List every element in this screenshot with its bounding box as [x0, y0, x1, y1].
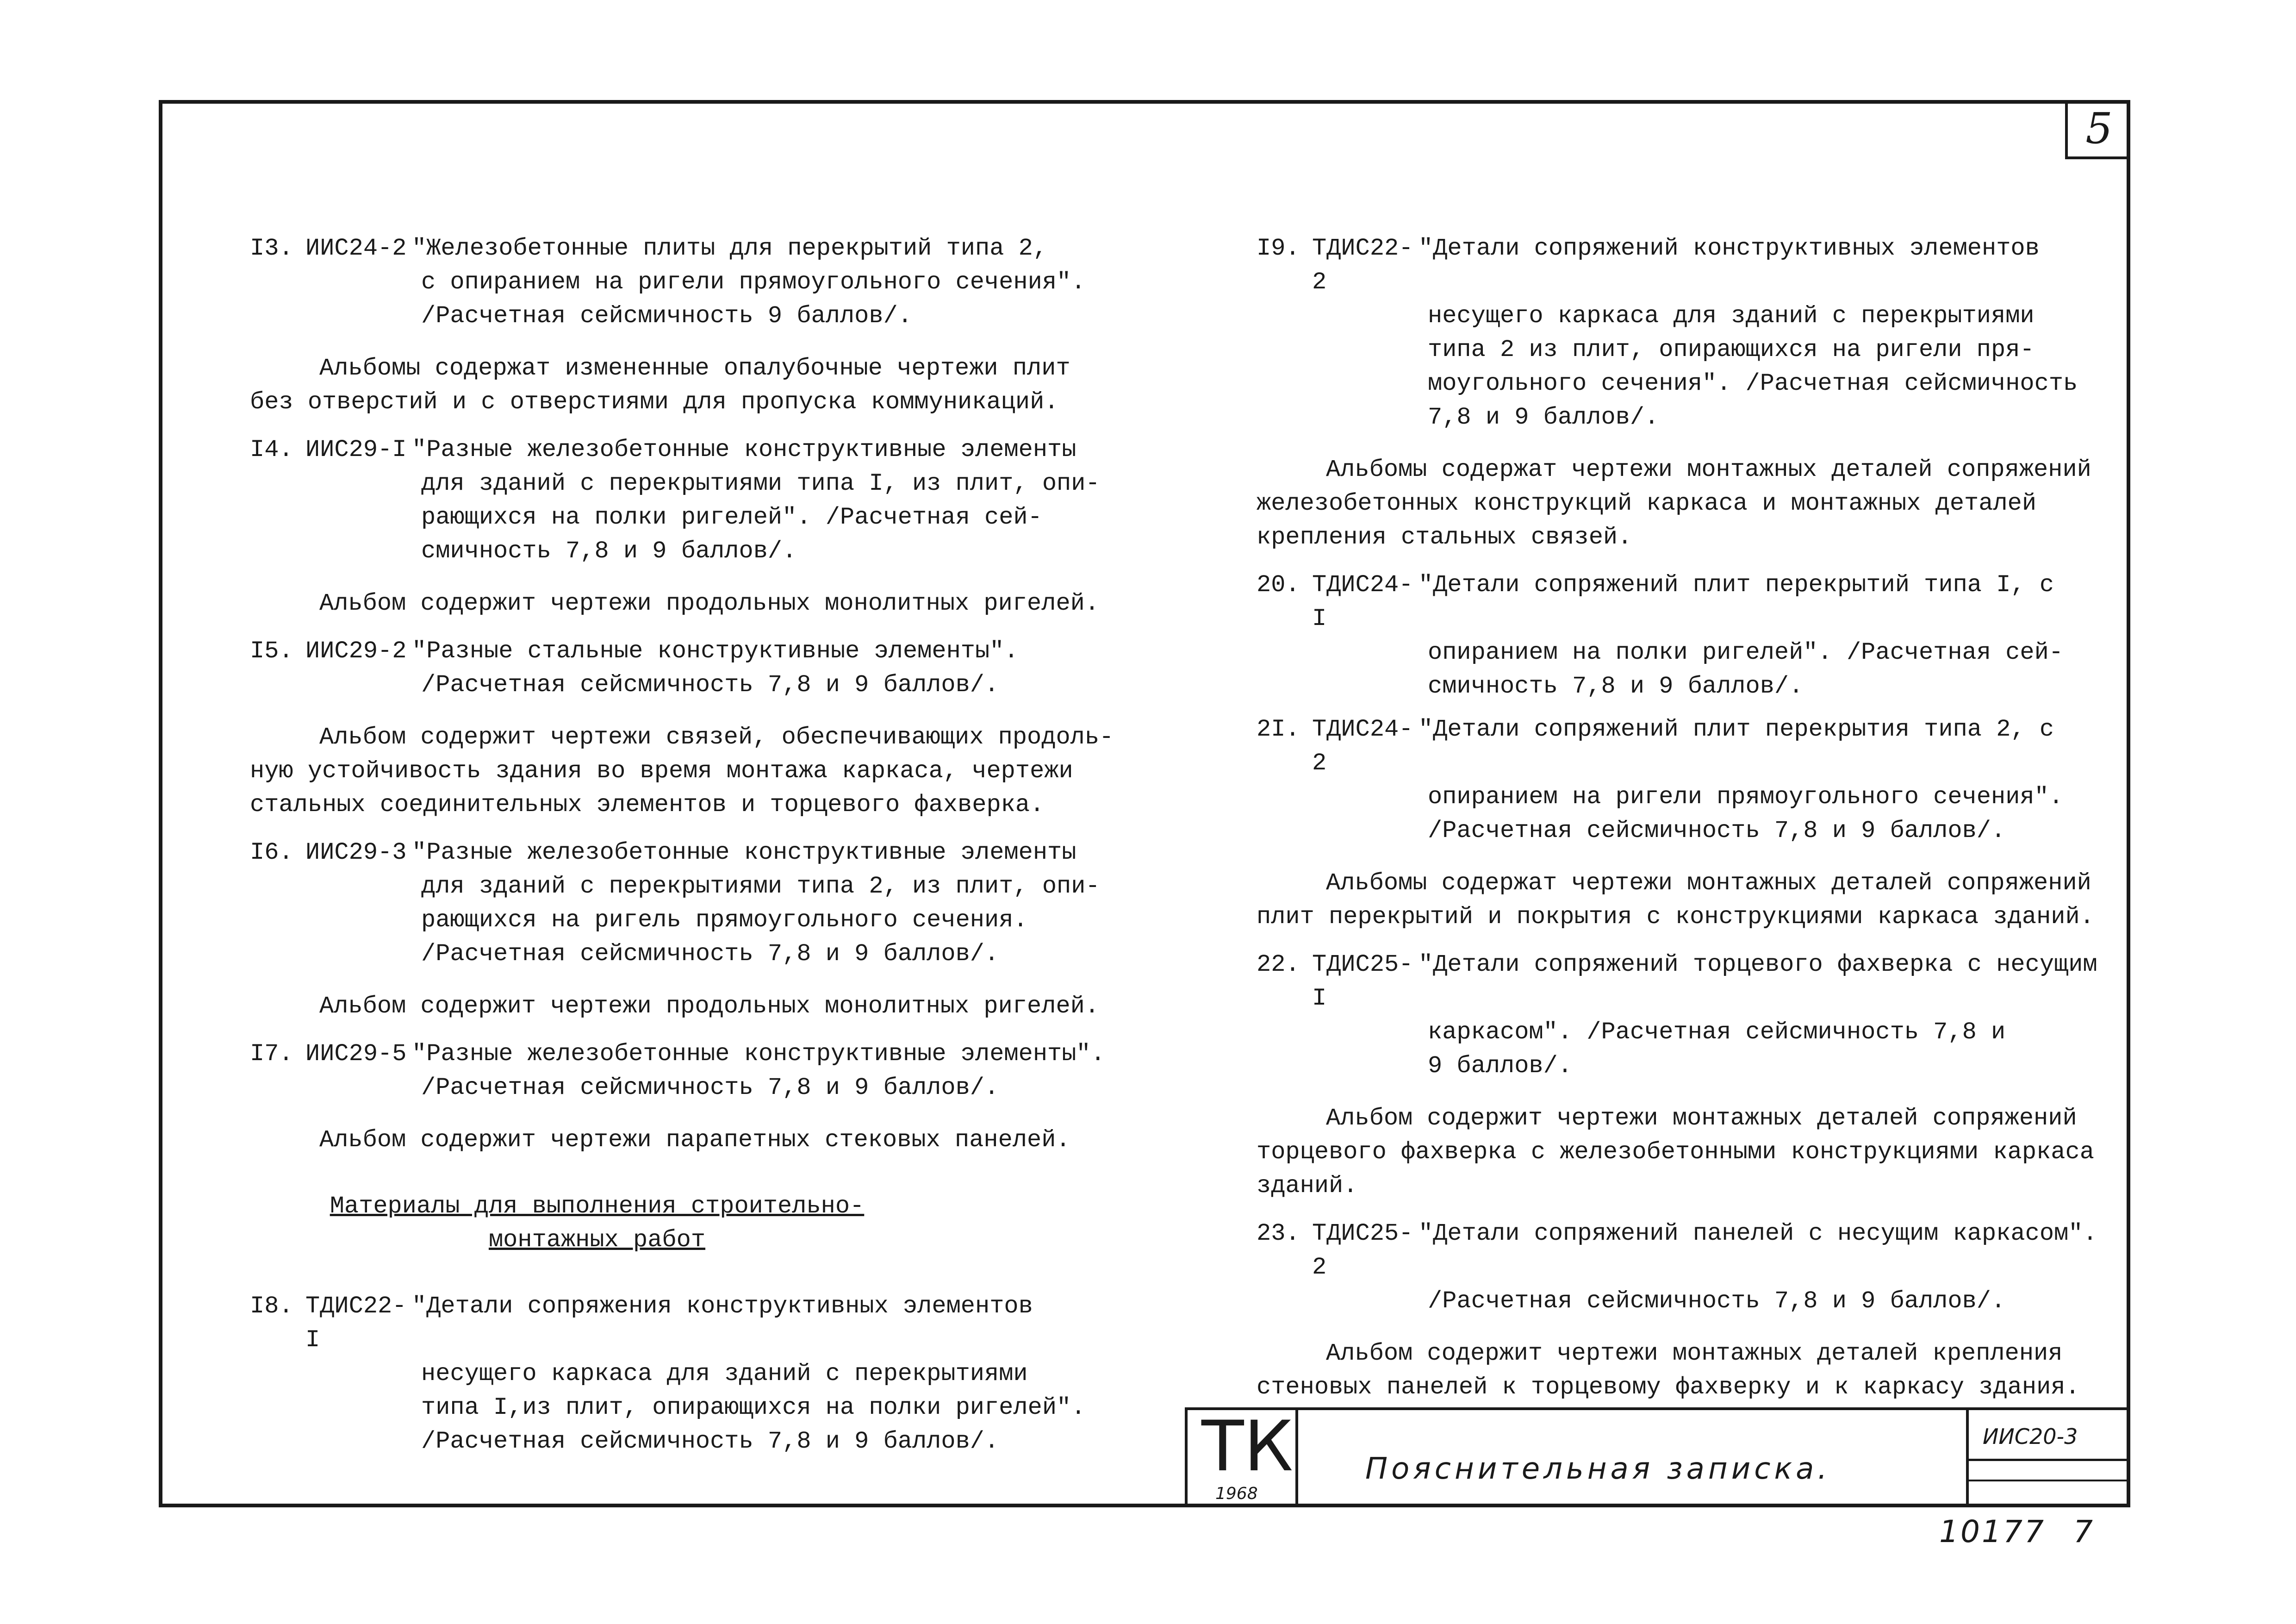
description-line: Альбом содержит чертежи связей, обеспечивающих продоль- — [319, 724, 1114, 751]
heading-line: монтажных работ — [488, 1226, 706, 1254]
item-title-line: "Детали сопряжений конструктивных элементов — [1419, 235, 2040, 262]
description-line: торцевого фахверка с железобетонными конструкциями каркаса — [1257, 1138, 2094, 1166]
item-title-line: /Расчетная сейсмичность 7,8 и 9 баллов/. — [421, 671, 999, 699]
item-code: ИИС29-5 — [305, 1040, 407, 1068]
logo-year: 1968 — [1215, 1484, 1258, 1503]
list-item — [250, 1289, 1152, 1458]
item-title-line: "Детали сопряжения конструктивных элементов — [412, 1293, 1033, 1320]
item-title-line: для зданий с перекрытиями типа I, из плит, опи- — [421, 470, 1100, 497]
description-line: стальных соединительных элементов и торцевого фахверка. — [250, 791, 1045, 818]
item-title-line: опиранием на ригели прямоугольного сечения". — [1428, 783, 2064, 811]
heading-line: Материалы для выполнения строительно- — [330, 1193, 865, 1220]
item-title-line: типа 2 из плит, опирающихся на ригели пря- — [1428, 336, 2035, 363]
item-title-line: рающихся на полки ригелей". /Расчетная сей- — [421, 504, 1042, 531]
list-item — [1257, 231, 2117, 434]
list-item — [1257, 568, 2117, 703]
item-title-line: "Детали сопряжений плит перекрытия типа 2, с — [1419, 716, 2054, 743]
album-description — [1257, 1101, 2117, 1203]
list-item — [1257, 1217, 2117, 1318]
item-code: ИИС24-2 — [305, 235, 407, 262]
list-item — [250, 836, 1152, 971]
item-title-line: 7,8 и 9 баллов/. — [1428, 404, 1659, 431]
item-number: I5. — [250, 637, 293, 665]
document-title: Пояснительная записка. — [1365, 1452, 1831, 1486]
description-line: Альбом содержит чертежи продольных монолитных ригелей. — [319, 993, 1100, 1020]
item-number: I9. — [1257, 235, 1300, 262]
description-line: плит перекрытий и покрытия с конструкциями каркаса зданий. — [1257, 903, 2094, 931]
description-line: Альбом содержит чертежи монтажных деталей крепления — [1326, 1340, 2063, 1367]
item-title-line: несущего каркаса для зданий с перекрытиями — [1428, 302, 2035, 330]
album-description — [250, 989, 1152, 1023]
item-title-line: /Расчетная сейсмичность 7,8 и 9 баллов/. — [421, 1074, 999, 1101]
item-title-line: "Разные стальные конструктивные элементы". — [412, 637, 1019, 665]
description-line: Альбомы содержат чертежи монтажных деталей сопряжений — [1326, 869, 2091, 897]
description-line: зданий. — [1257, 1172, 1358, 1199]
album-description — [1257, 866, 2117, 934]
item-number: 23. — [1257, 1220, 1300, 1247]
item-title-line: /Расчетная сейсмичность 7,8 и 9 баллов/. — [421, 940, 999, 968]
list-item — [1257, 712, 2117, 848]
logo-text: ТК — [1201, 1406, 1294, 1487]
item-title-line: каркасом". /Расчетная сейсмичность 7,8 и — [1428, 1018, 2006, 1046]
item-number: 2I. — [1257, 716, 1300, 743]
item-number: 20. — [1257, 571, 1300, 599]
item-title-line: /Расчетная сейсмичность 7,8 и 9 баллов/. — [1428, 817, 2006, 844]
item-number: I7. — [250, 1040, 293, 1068]
item-title-line: "Разные железобетонные конструктивные элементы". — [412, 1040, 1105, 1068]
document-number: 10177 — [1939, 1514, 2046, 1549]
description-line: Альбомы содержат измененные опалубочные чертежи плит — [319, 355, 1070, 382]
item-code: ТДИС24-2 — [1312, 716, 1413, 777]
album-description — [250, 720, 1152, 822]
album-description — [1257, 453, 2117, 554]
item-number: I8. — [250, 1293, 293, 1320]
item-title-line: "Детали сопряжений торцевого фахверка с несущим — [1419, 951, 2097, 978]
item-title-line: "Детали сопряжений плит перекрытий типа I, с — [1419, 571, 2054, 599]
item-number: I3. — [250, 235, 293, 262]
description-line: Альбомы содержат чертежи монтажных деталей сопряжений — [1326, 456, 2091, 483]
item-title-line: опиранием на полки ригелей". /Расчетная сей- — [1428, 639, 2064, 666]
item-title-line: "Разные железобетонные конструктивные элементы — [412, 436, 1076, 463]
description-line: Альбом содержит чертежи монтажных деталей сопряжений — [1326, 1105, 2077, 1132]
item-title-line: типа I,из плит, опирающихся на полки ригелей". — [421, 1394, 1086, 1421]
section-heading — [250, 1189, 944, 1257]
item-code: ТДИС24-I — [1312, 571, 1413, 632]
item-title-line: с опиранием на ригели прямоугольного сечения". — [421, 269, 1086, 296]
list-item — [1257, 948, 2117, 1083]
description-line: без отверстий и с отверстиями для пропуска коммуникаций. — [250, 388, 1059, 416]
item-title-line: для зданий с перекрытиями типа 2, из плит, опи- — [421, 873, 1100, 900]
item-title-line: /Расчетная сейсмичность 9 баллов/. — [421, 302, 912, 330]
description-line: крепления стальных связей. — [1257, 524, 1632, 551]
divider — [1969, 1480, 2130, 1481]
left-column — [250, 231, 1152, 1468]
list-item — [250, 433, 1152, 568]
series-code: ИИС20-3 — [1983, 1424, 2078, 1449]
item-number: I4. — [250, 436, 293, 463]
album-description — [250, 351, 1152, 419]
title-block — [1185, 1407, 2130, 1507]
item-title-line: "Железобетонные плиты для перекрытий типа 2, — [412, 235, 1048, 262]
item-title-line: /Расчетная сейсмичность 7,8 и 9 баллов/. — [1428, 1287, 2006, 1315]
item-title-line: несущего каркаса для зданий с перекрытиями — [421, 1360, 1028, 1387]
list-item — [250, 634, 1152, 702]
item-code: ТДИС22-2 — [1312, 235, 1413, 296]
page-number: 7 — [2073, 1514, 2093, 1549]
description-line: стеновых панелей к торцевому фахверку и к каркасу здания. — [1257, 1374, 2080, 1401]
right-column — [1257, 231, 2117, 1418]
item-title-line: "Разные железобетонные конструктивные элементы — [412, 839, 1076, 866]
item-code: ТДИС22-I — [305, 1293, 407, 1354]
item-code: ИИС29-I — [305, 436, 407, 463]
item-number: I6. — [250, 839, 293, 866]
list-item — [250, 1037, 1152, 1105]
album-description — [1257, 1337, 2117, 1404]
item-code: ИИС29-3 — [305, 839, 407, 866]
item-title-line: смичность 7,8 и 9 баллов/. — [1428, 673, 1804, 700]
item-title-line: 9 баллов/. — [1428, 1052, 1573, 1080]
item-title-line: смичность 7,8 и 9 баллов/. — [421, 537, 797, 565]
item-number: 22. — [1257, 951, 1300, 978]
sheet-number: 5 — [2065, 100, 2130, 159]
item-code: ТДИС25-2 — [1312, 1220, 1413, 1281]
item-title-line: моугольного сечения". /Расчетная сейсмичность — [1428, 370, 2078, 397]
divider — [1969, 1459, 2130, 1461]
description-line: Альбом содержит чертежи парапетных стековых панелей. — [319, 1126, 1070, 1154]
album-description — [250, 587, 1152, 620]
item-code: ТДИС25-I — [1312, 951, 1413, 1012]
item-title-line: /Расчетная сейсмичность 7,8 и 9 баллов/. — [421, 1428, 999, 1455]
description-line: Альбом содержит чертежи продольных монолитных ригелей. — [319, 590, 1100, 617]
description-line: ную устойчивость здания во время монтажа каркаса, чертежи — [250, 757, 1073, 785]
description-line: железобетонных конструкций каркаса и монтажных деталей — [1257, 490, 2037, 517]
list-item — [250, 231, 1152, 333]
organization-logo — [1185, 1406, 1298, 1507]
album-description — [250, 1123, 1152, 1157]
item-title-line: "Детали сопряжений панелей с несущим каркасом". — [1419, 1220, 2097, 1247]
item-code: ИИС29-2 — [305, 637, 407, 665]
series-code-box — [1966, 1410, 2130, 1507]
item-title-line: рающихся на ригель прямоугольного сечения. — [421, 906, 1028, 934]
